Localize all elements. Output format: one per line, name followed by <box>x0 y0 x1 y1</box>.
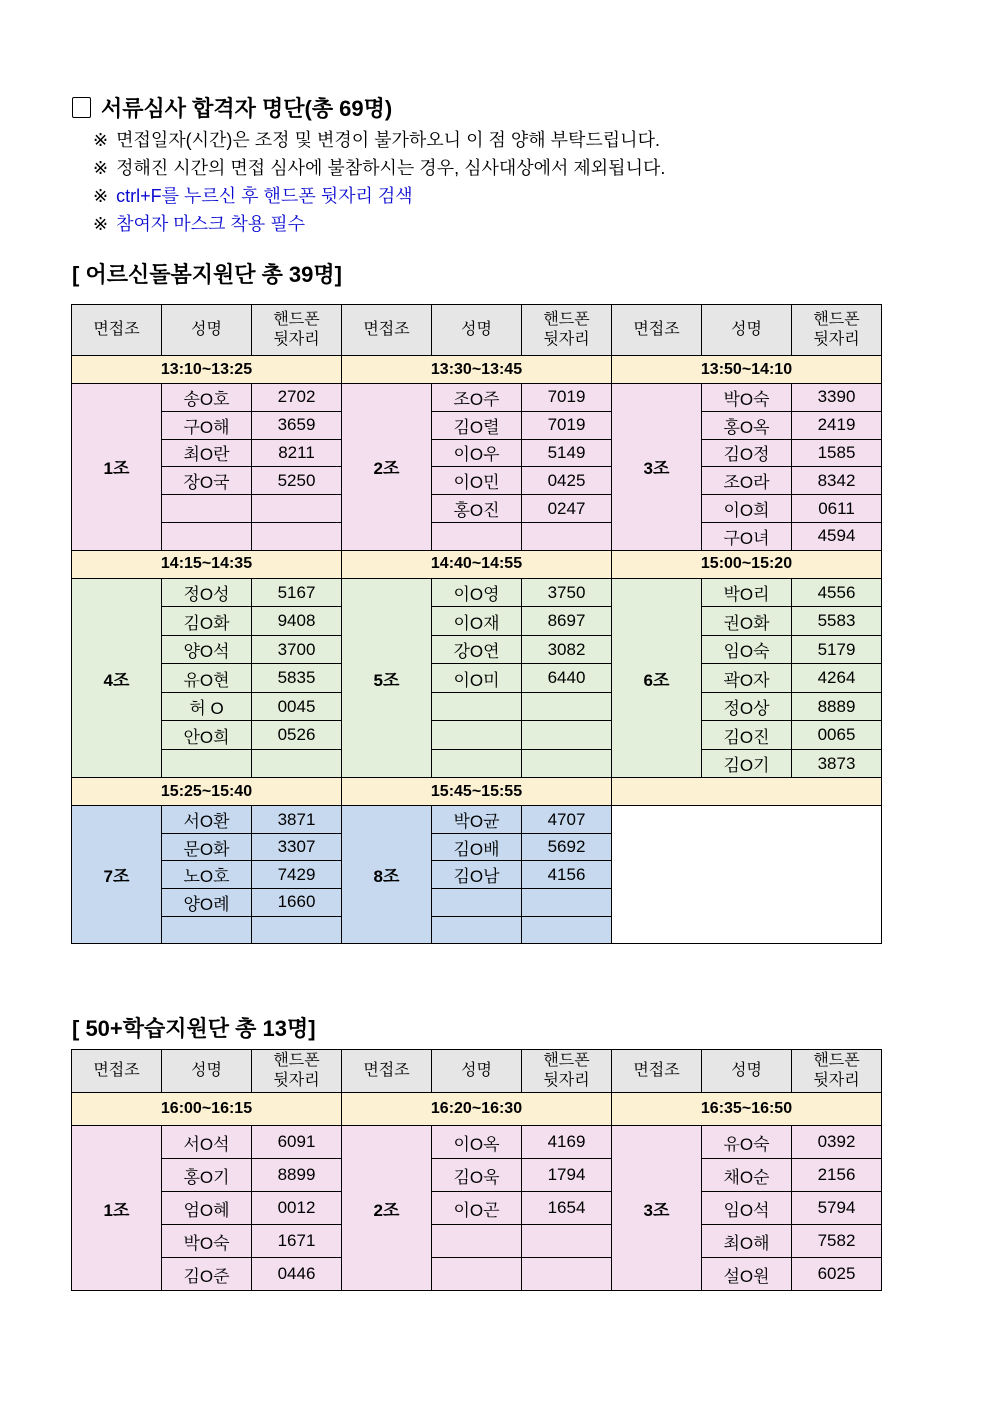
member-phone-last4: 8697 <box>522 607 612 636</box>
header-phone-line2: 뒷자리 <box>543 1072 590 1089</box>
member-phone-last4 <box>522 692 612 721</box>
member-name: 정O상 <box>702 692 792 721</box>
member-phone-last4 <box>522 721 612 750</box>
member-name: 박O리 <box>702 578 792 607</box>
member-phone-last4: 5794 <box>792 1192 882 1225</box>
member-phone-last4: 8899 <box>252 1159 342 1192</box>
member-name: 곽O자 <box>702 664 792 693</box>
member-phone-last4: 4156 <box>522 861 612 889</box>
notice-item <box>93 154 665 182</box>
member-name <box>432 916 522 944</box>
member-name <box>162 522 252 550</box>
member-row <box>72 806 882 834</box>
header-group: 면접조 <box>342 1050 432 1093</box>
member-name: 이O우 <box>432 439 522 467</box>
member-name: 조O라 <box>702 467 792 495</box>
member-name: 이O재 <box>432 607 522 636</box>
member-name: 김O렬 <box>432 411 522 439</box>
member-name: 구O녀 <box>702 522 792 550</box>
member-row <box>72 439 882 467</box>
member-phone-last4: 3390 <box>792 384 882 412</box>
member-phone-last4: 1654 <box>522 1192 612 1225</box>
time-slot: 15:45~15:55 <box>342 778 612 806</box>
member-phone-last4 <box>252 522 342 550</box>
member-row <box>72 692 882 721</box>
member-name: 박O숙 <box>162 1225 252 1258</box>
member-phone-last4 <box>522 749 612 778</box>
member-phone-last4: 0065 <box>792 721 882 750</box>
member-row <box>72 578 882 607</box>
section-heading-elder-care: [ 어르신돌봄지원단 총 39명] <box>72 262 342 287</box>
time-slot: 16:35~16:50 <box>612 1093 882 1126</box>
group-label: 3조 <box>612 1126 702 1291</box>
learning-support-table <box>71 1049 882 1291</box>
member-phone-last4: 7019 <box>522 411 612 439</box>
member-name: 권O화 <box>702 607 792 636</box>
time-row <box>72 778 882 806</box>
member-name: 유O숙 <box>702 1126 792 1159</box>
group-label: 3조 <box>612 384 702 551</box>
member-name: 이O희 <box>702 495 792 523</box>
member-row <box>72 721 882 750</box>
member-name: 조O주 <box>432 384 522 412</box>
header-group: 면접조 <box>72 305 162 356</box>
member-name: 최O해 <box>702 1225 792 1258</box>
member-name: 설O원 <box>702 1258 792 1291</box>
notice-text: 면접일자(시간)은 조정 및 변경이 불가하오니 이 점 양해 부탁드립니다. <box>116 130 660 150</box>
header-name: 성명 <box>702 1050 792 1093</box>
member-phone-last4: 0392 <box>792 1126 882 1159</box>
time-slot: 13:50~14:10 <box>612 356 882 384</box>
header-phone-line2: 뒷자리 <box>813 331 860 348</box>
member-row <box>72 411 882 439</box>
member-phone-last4: 2419 <box>792 411 882 439</box>
notice-item <box>93 210 665 238</box>
header-name: 성명 <box>162 305 252 356</box>
group-label: 1조 <box>72 1126 162 1291</box>
member-phone-last4 <box>252 916 342 944</box>
member-phone-last4: 3082 <box>522 635 612 664</box>
reference-mark: ※ <box>93 158 109 178</box>
member-name: 홍O진 <box>432 495 522 523</box>
member-phone-last4: 7429 <box>252 861 342 889</box>
member-row <box>72 1126 882 1159</box>
member-row <box>72 1159 882 1192</box>
member-name: 이O민 <box>432 467 522 495</box>
member-name: 김O남 <box>432 861 522 889</box>
member-name: 김O기 <box>702 749 792 778</box>
elder-care-table <box>71 304 882 944</box>
group-label: 6조 <box>612 578 702 778</box>
group-label: 8조 <box>342 806 432 944</box>
time-row <box>72 550 882 578</box>
member-name: 강O연 <box>432 635 522 664</box>
time-slot: 16:00~16:15 <box>72 1093 342 1126</box>
member-row <box>72 495 882 523</box>
member-phone-last4: 3750 <box>522 578 612 607</box>
member-name: 임O숙 <box>702 635 792 664</box>
empty-area <box>612 806 882 944</box>
member-name <box>432 1225 522 1258</box>
member-phone-last4: 8211 <box>252 439 342 467</box>
header-phone-line1: 핸드폰 <box>543 1052 590 1069</box>
notice-list <box>93 126 665 238</box>
member-phone-last4: 4556 <box>792 578 882 607</box>
member-row <box>72 384 882 412</box>
member-phone-last4: 8889 <box>792 692 882 721</box>
member-name: 이O영 <box>432 578 522 607</box>
member-name: 문O화 <box>162 833 252 861</box>
member-phone-last4: 0611 <box>792 495 882 523</box>
member-name: 유O현 <box>162 664 252 693</box>
member-name: 김O준 <box>162 1258 252 1291</box>
member-phone-last4: 5583 <box>792 607 882 636</box>
member-name: 서O석 <box>162 1126 252 1159</box>
reference-mark: ※ <box>93 186 109 206</box>
member-name: 안O희 <box>162 721 252 750</box>
header-row <box>72 305 882 356</box>
member-row <box>72 1192 882 1225</box>
header-phone <box>522 305 612 356</box>
member-phone-last4: 1794 <box>522 1159 612 1192</box>
header-phone <box>792 305 882 356</box>
time-slot <box>612 778 882 806</box>
member-phone-last4: 1671 <box>252 1225 342 1258</box>
header-phone <box>252 305 342 356</box>
title-text: 서류심사 합격자 명단(총 69명) <box>101 96 393 121</box>
member-name: 송O호 <box>162 384 252 412</box>
header-phone-line2: 뒷자리 <box>273 331 320 348</box>
member-phone-last4 <box>252 749 342 778</box>
reference-mark: ※ <box>93 214 109 234</box>
member-phone-last4: 6091 <box>252 1126 342 1159</box>
member-phone-last4 <box>522 522 612 550</box>
checkbox-icon <box>72 97 91 118</box>
member-phone-last4: 8342 <box>792 467 882 495</box>
member-name: 이O미 <box>432 664 522 693</box>
header-phone-line2: 뒷자리 <box>273 1072 320 1089</box>
member-phone-last4 <box>522 889 612 917</box>
member-row <box>72 1225 882 1258</box>
member-phone-last4: 5167 <box>252 578 342 607</box>
member-phone-last4: 2702 <box>252 384 342 412</box>
member-name: 김O진 <box>702 721 792 750</box>
header-phone <box>522 1050 612 1093</box>
member-row <box>72 607 882 636</box>
member-name: 이O옥 <box>432 1126 522 1159</box>
member-phone-last4: 6440 <box>522 664 612 693</box>
header-phone-line1: 핸드폰 <box>813 1052 860 1069</box>
member-name: 서O환 <box>162 806 252 834</box>
member-name <box>432 721 522 750</box>
header-row <box>72 1050 882 1093</box>
header-phone-line1: 핸드폰 <box>273 311 320 328</box>
member-phone-last4: 0526 <box>252 721 342 750</box>
header-name: 성명 <box>162 1050 252 1093</box>
member-phone-last4: 1660 <box>252 889 342 917</box>
member-phone-last4: 4707 <box>522 806 612 834</box>
group-label: 2조 <box>342 1126 432 1291</box>
group-label: 1조 <box>72 384 162 551</box>
member-name: 김O욱 <box>432 1159 522 1192</box>
member-phone-last4: 7019 <box>522 384 612 412</box>
member-row <box>72 635 882 664</box>
member-phone-last4: 3700 <box>252 635 342 664</box>
member-name: 양O석 <box>162 635 252 664</box>
member-phone-last4: 2156 <box>792 1159 882 1192</box>
notice-text: ctrl+F를 누르신 후 핸드폰 뒷자리 검색 <box>116 186 413 206</box>
member-phone-last4: 5250 <box>252 467 342 495</box>
member-name: 양O례 <box>162 889 252 917</box>
header-group: 면접조 <box>612 305 702 356</box>
member-name: 채O순 <box>702 1159 792 1192</box>
member-name <box>432 522 522 550</box>
member-phone-last4: 4594 <box>792 522 882 550</box>
member-phone-last4 <box>522 1258 612 1291</box>
time-slot: 16:20~16:30 <box>342 1093 612 1126</box>
member-name: 홍O옥 <box>702 411 792 439</box>
notice-text: 참여자 마스크 착용 필수 <box>116 214 305 234</box>
member-name: 박O숙 <box>702 384 792 412</box>
member-name: 김O화 <box>162 607 252 636</box>
header-group: 면접조 <box>342 305 432 356</box>
notice-text: 정해진 시간의 면접 심사에 불참하시는 경우, 심사대상에서 제외됩니다. <box>116 158 666 178</box>
time-row <box>72 1093 882 1126</box>
member-phone-last4: 6025 <box>792 1258 882 1291</box>
group-label: 4조 <box>72 578 162 778</box>
member-phone-last4: 4264 <box>792 664 882 693</box>
member-phone-last4: 0012 <box>252 1192 342 1225</box>
member-row <box>72 664 882 693</box>
group-label: 5조 <box>342 578 432 778</box>
header-phone-line1: 핸드폰 <box>273 1052 320 1069</box>
member-name: 장O국 <box>162 467 252 495</box>
member-phone-last4: 5692 <box>522 833 612 861</box>
notice-item <box>93 126 665 154</box>
member-phone-last4: 0247 <box>522 495 612 523</box>
header-name: 성명 <box>432 1050 522 1093</box>
header-group: 면접조 <box>612 1050 702 1093</box>
document-title <box>72 92 392 123</box>
member-name <box>432 889 522 917</box>
header-phone-line1: 핸드폰 <box>543 311 590 328</box>
member-row <box>72 749 882 778</box>
member-name: 정O성 <box>162 578 252 607</box>
member-phone-last4: 3659 <box>252 411 342 439</box>
member-phone-last4: 4169 <box>522 1126 612 1159</box>
member-phone-last4: 7582 <box>792 1225 882 1258</box>
header-phone-line1: 핸드폰 <box>813 311 860 328</box>
member-name: 이O곤 <box>432 1192 522 1225</box>
member-name: 홍O기 <box>162 1159 252 1192</box>
member-phone-last4: 1585 <box>792 439 882 467</box>
member-name: 구O해 <box>162 411 252 439</box>
member-name: 허 O <box>162 692 252 721</box>
member-name: 박O균 <box>432 806 522 834</box>
member-name: 임O석 <box>702 1192 792 1225</box>
time-slot: 15:25~15:40 <box>72 778 342 806</box>
member-phone-last4 <box>522 916 612 944</box>
member-phone-last4: 0446 <box>252 1258 342 1291</box>
member-row <box>72 522 882 550</box>
member-name: 김O배 <box>432 833 522 861</box>
time-slot: 15:00~15:20 <box>612 550 882 578</box>
member-phone-last4 <box>252 495 342 523</box>
member-phone-last4: 3307 <box>252 833 342 861</box>
header-name: 성명 <box>432 305 522 356</box>
time-slot: 14:40~14:55 <box>342 550 612 578</box>
notice-item <box>93 182 665 210</box>
member-phone-last4: 5835 <box>252 664 342 693</box>
member-name <box>432 749 522 778</box>
member-phone-last4: 5149 <box>522 439 612 467</box>
member-row <box>72 467 882 495</box>
header-group: 면접조 <box>72 1050 162 1093</box>
section-heading-learning-support: [ 50+학습지원단 총 13명] <box>72 1016 316 1041</box>
member-phone-last4: 3873 <box>792 749 882 778</box>
group-label: 7조 <box>72 806 162 944</box>
header-phone <box>252 1050 342 1093</box>
time-slot: 14:15~14:35 <box>72 550 342 578</box>
member-phone-last4: 5179 <box>792 635 882 664</box>
member-name <box>162 495 252 523</box>
group-label: 2조 <box>342 384 432 551</box>
header-name: 성명 <box>702 305 792 356</box>
member-phone-last4: 9408 <box>252 607 342 636</box>
member-phone-last4: 0045 <box>252 692 342 721</box>
header-phone <box>792 1050 882 1093</box>
member-name <box>162 749 252 778</box>
time-slot: 13:10~13:25 <box>72 356 342 384</box>
reference-mark: ※ <box>93 130 109 150</box>
member-phone-last4: 3871 <box>252 806 342 834</box>
member-name: 엄O혜 <box>162 1192 252 1225</box>
member-row <box>72 1258 882 1291</box>
member-name <box>162 916 252 944</box>
member-name <box>432 692 522 721</box>
member-name: 노O호 <box>162 861 252 889</box>
header-phone-line2: 뒷자리 <box>543 331 590 348</box>
member-name: 김O정 <box>702 439 792 467</box>
member-phone-last4: 0425 <box>522 467 612 495</box>
member-name: 최O란 <box>162 439 252 467</box>
time-slot: 13:30~13:45 <box>342 356 612 384</box>
header-phone-line2: 뒷자리 <box>813 1072 860 1089</box>
member-phone-last4 <box>522 1225 612 1258</box>
time-row <box>72 356 882 384</box>
member-name <box>432 1258 522 1291</box>
